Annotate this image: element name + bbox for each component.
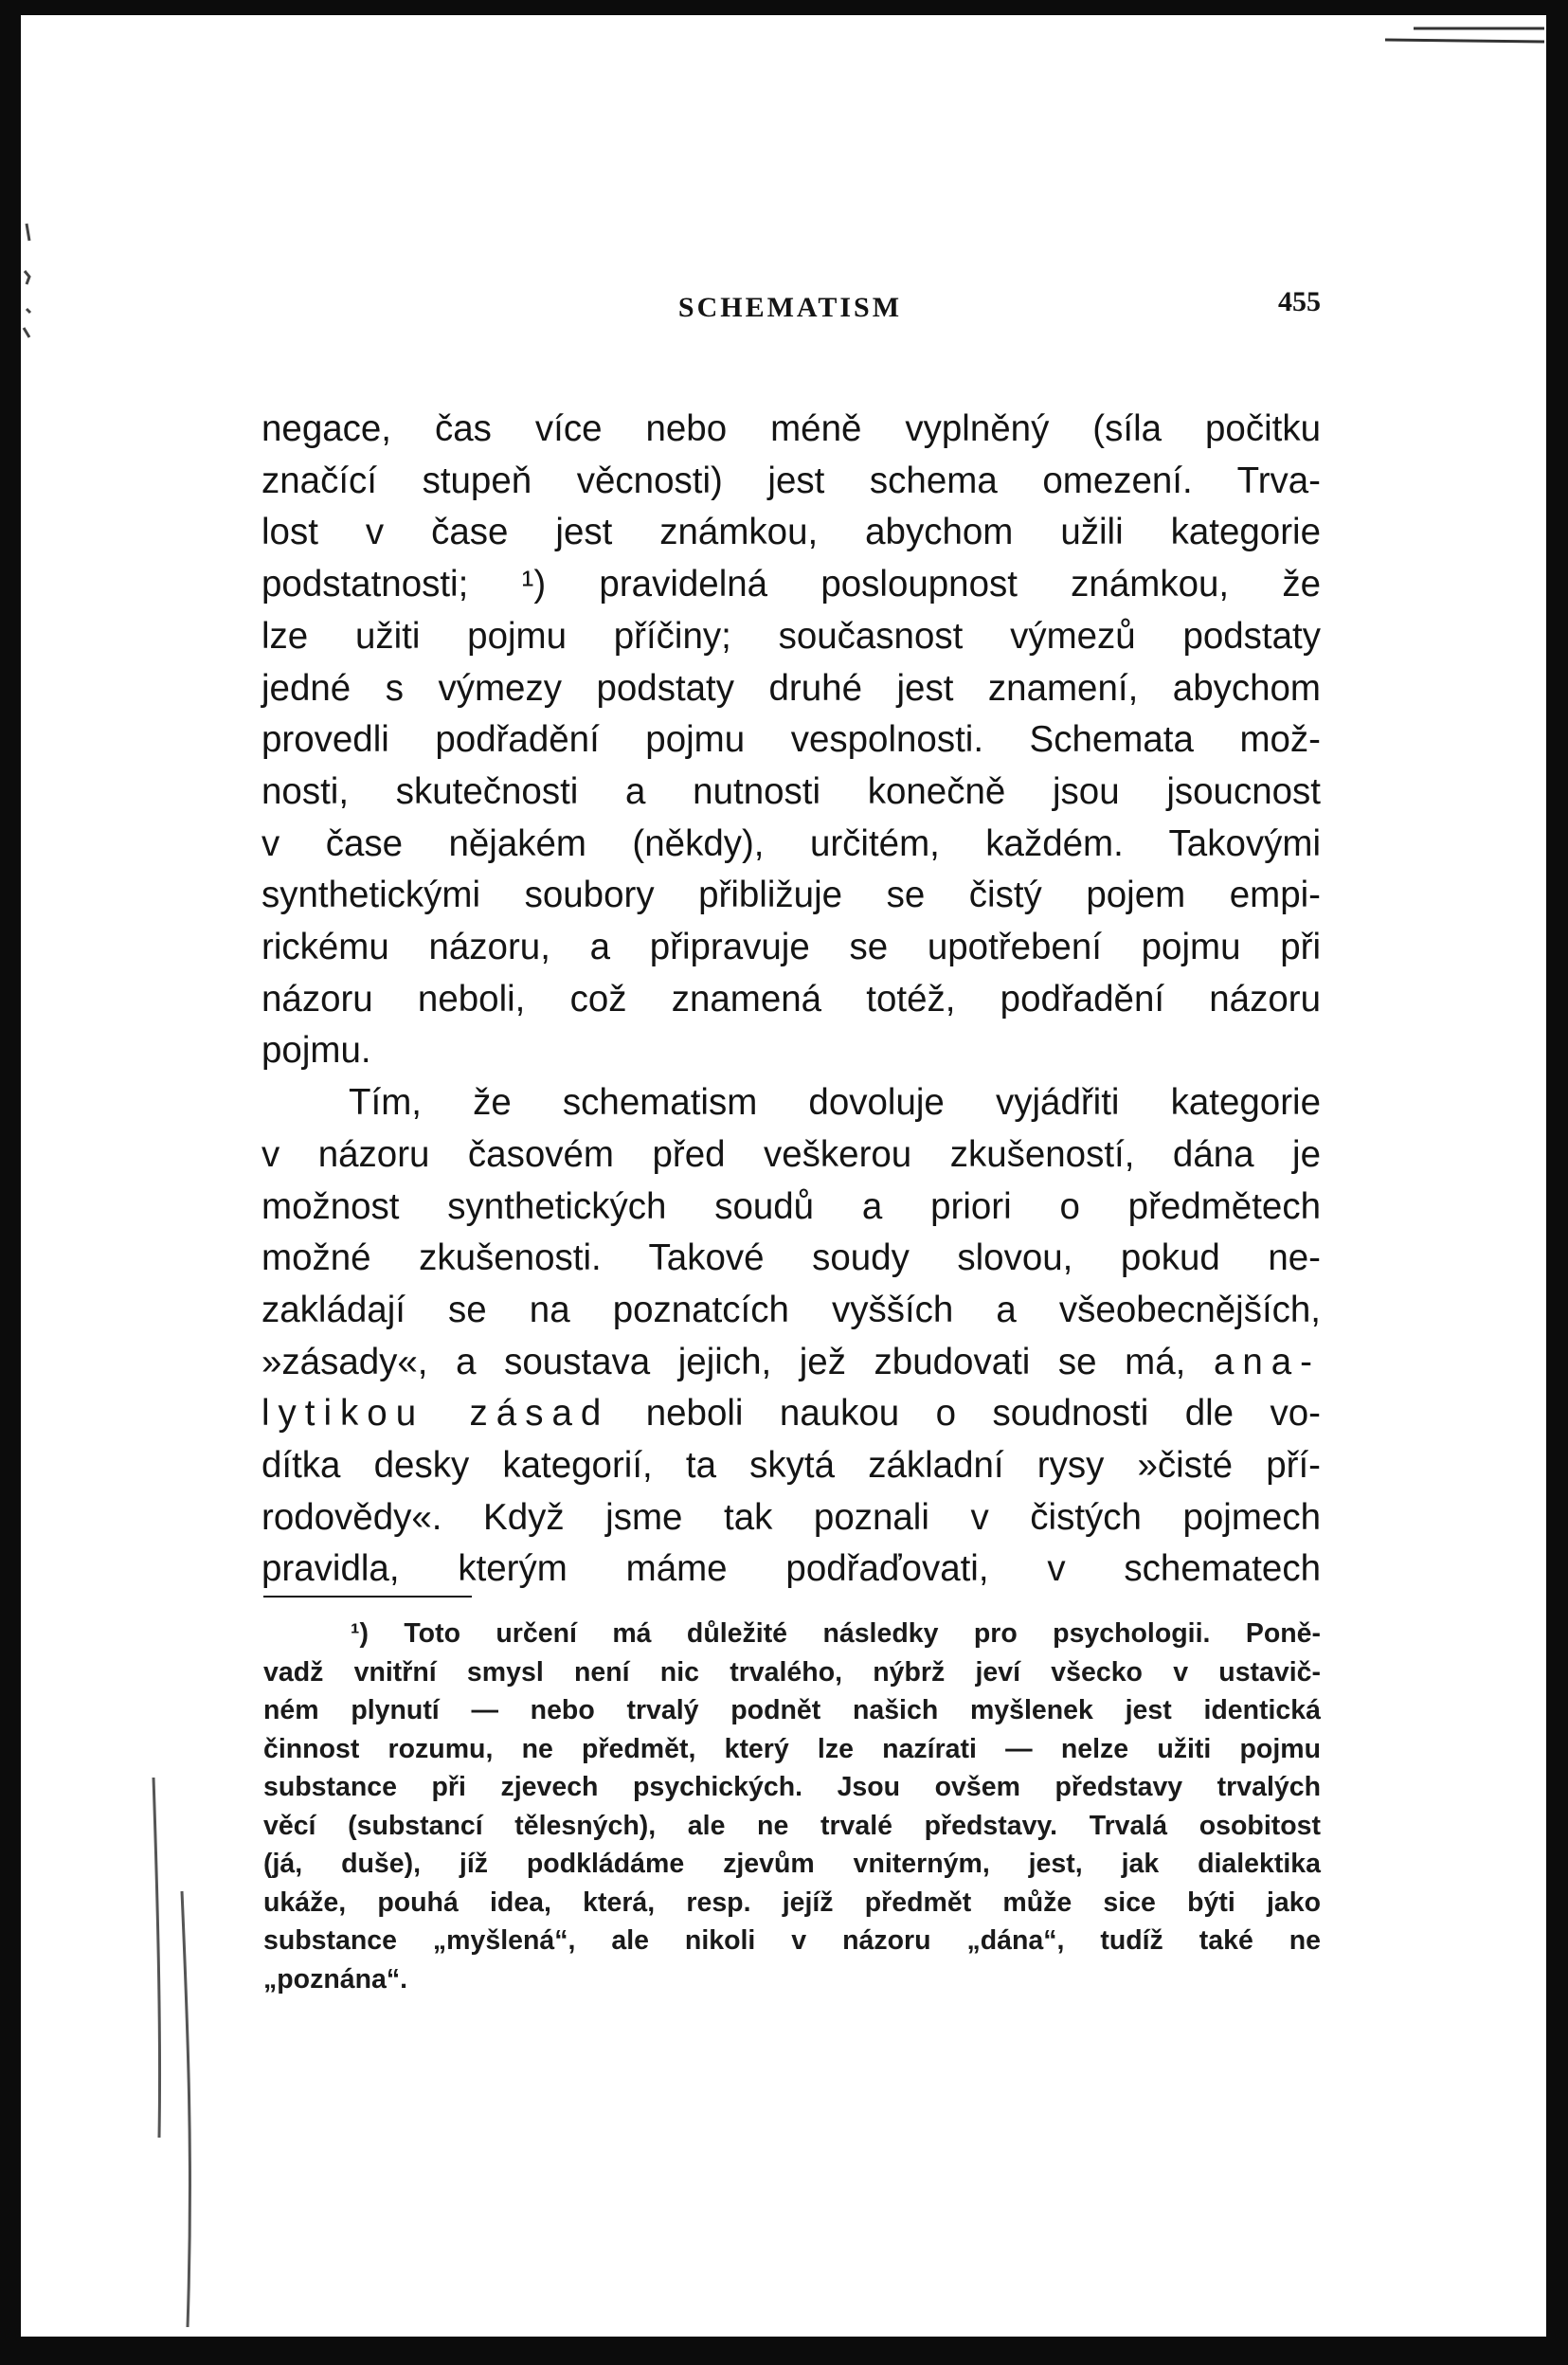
main-text bbox=[261, 404, 1321, 1596]
left-margin-pencil-mark bbox=[125, 1778, 210, 2365]
text-line: názoru neboli, což znamená totéž, podřadění názoru bbox=[261, 978, 1321, 1020]
spaced-emphasis: lytikou zásad bbox=[261, 1393, 610, 1435]
text-fragment: »zásady«, a soustava jejich, jež zbudovati se má, bbox=[261, 1341, 1186, 1382]
text-fragment: neboli naukou o soudnosti dle vo- bbox=[645, 1393, 1322, 1435]
footnote-line: substance „myšlená“, ale nikoli v názoru „dána“, tudíž také ne bbox=[263, 1925, 1321, 1956]
spaced-emphasis: ana- bbox=[1213, 1341, 1321, 1382]
footnote-line: ¹) Toto určení má důležité následky pro psychologii. Poně- bbox=[351, 1618, 1321, 1649]
footnote-line: ukáže, pouhá idea, která, resp. jejíž předmět může sice býti jako bbox=[263, 1887, 1321, 1918]
text-line: rodovědy«. Když jsme tak poznali v čistých pojmech bbox=[261, 1496, 1321, 1538]
page-number: 455 bbox=[1278, 286, 1321, 317]
text-line: provedli podřadění pojmu vespolnosti. Schemata mož- bbox=[261, 719, 1321, 761]
text-line: možné zkušenosti. Takové soudy slovou, pokud ne- bbox=[261, 1237, 1321, 1279]
footnote-line: (já, duše), jíž podkládáme zjevům vniterným, jest, jak dialektika bbox=[263, 1849, 1321, 1879]
text-line: dítka desky kategorií, ta skytá základní rysy »čisté pří- bbox=[261, 1445, 1321, 1487]
text-line: synthetickými soubory přibližuje se čistý pojem empi- bbox=[261, 875, 1321, 916]
text-line: pojmu. bbox=[261, 1030, 371, 1072]
top-right-edge-line bbox=[1385, 15, 1546, 53]
footnote-line: substance při zjevech psychických. Jsou ovšem představy trvalých bbox=[263, 1772, 1321, 1802]
footnote-line: „poznána“. bbox=[263, 1963, 408, 1995]
text-line: jedné s výmezy podstaty druhé jest znamení, abychom bbox=[261, 667, 1321, 709]
footnote-separator bbox=[263, 1596, 472, 1598]
text-line: pravidla, kterým máme podřaďovati, v schematech bbox=[261, 1548, 1321, 1590]
text-line: v názoru časovém před veškerou zkušeností, dána je bbox=[261, 1133, 1321, 1175]
footnote-line: věcí (substancí tělesných), ale ne trvalé představy. Trvalá osobitost bbox=[263, 1810, 1321, 1841]
footnotes bbox=[263, 1615, 1321, 1998]
text-line: zakládají se na poznatcích vyšších a všeobecnějších, bbox=[261, 1289, 1321, 1330]
footnote-line: vadž vnitřní smysl není nic trvalého, nýbrž jeví všecko v ustavič- bbox=[263, 1656, 1321, 1688]
text-line: negace, čas více nebo méně vyplněný (síla počitku bbox=[261, 408, 1321, 449]
paragraph-start-line: Tím, že schematism dovoluje vyjádřiti kategorie bbox=[349, 1082, 1321, 1124]
text-line: značící stupeň věcnosti) jest schema omezení. Trva- bbox=[261, 460, 1321, 501]
footnote-line: činnost rozumu, ne předmět, který lze nazírati — nelze užiti pojmu bbox=[263, 1733, 1321, 1764]
text-line bbox=[261, 1337, 1321, 1389]
text-line: lost v čase jest známkou, abychom užili kategorie bbox=[261, 512, 1321, 553]
footnote-line: ném plynutí — nebo trvalý podnět našich myšlenek jest identická bbox=[263, 1695, 1321, 1725]
text-line: v čase nějakém (někdy), určitém, každém. Takovými bbox=[261, 822, 1321, 864]
text-line: možnost synthetických soudů a priori o předmětech bbox=[261, 1185, 1321, 1227]
text-line bbox=[261, 1388, 1321, 1440]
page-header bbox=[260, 286, 1321, 349]
left-margin-specks bbox=[21, 186, 59, 375]
book-page bbox=[21, 15, 1546, 2337]
text-line: lze užiti pojmu příčiny; současnost výmezů podstaty bbox=[261, 615, 1321, 657]
text-line: podstatnosti; ¹) pravidelná posloupnost známkou, že bbox=[261, 564, 1321, 605]
running-title: SCHEMATISM bbox=[677, 292, 903, 323]
text-line: rickému názoru, a připravuje se upotřebení pojmu při bbox=[261, 927, 1321, 968]
text-line: nosti, skutečnosti a nutnosti konečně jsou jsoucnost bbox=[261, 770, 1321, 812]
